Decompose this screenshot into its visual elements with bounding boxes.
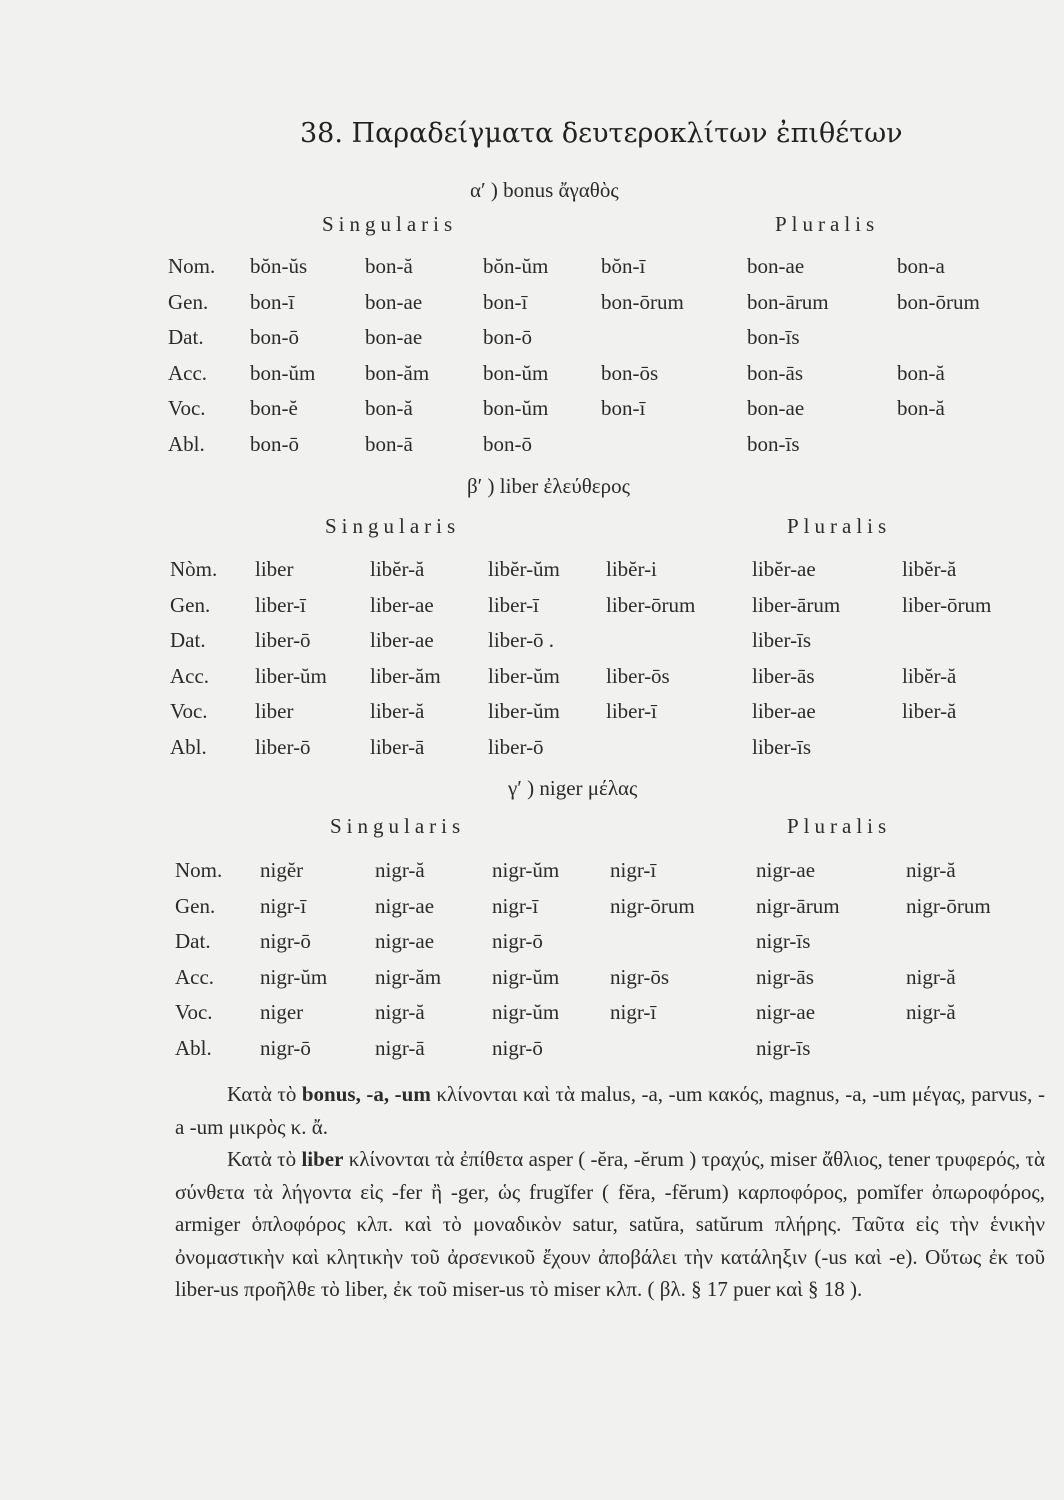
form-cell: nigr-ās	[756, 964, 814, 989]
form-cell: nigr-ī	[492, 893, 539, 918]
form-cell: bŏn-ŭs	[250, 254, 308, 279]
form-cell: nigr-ă	[375, 858, 425, 883]
form-cell: bon-ae	[365, 325, 423, 350]
section-heading-liber: β′ ) liber ἐλεύθερος	[467, 474, 630, 498]
case-label: Nom.	[168, 254, 216, 279]
case-label: Acc.	[175, 964, 215, 989]
form-cell: nigr-ŭm	[492, 858, 560, 883]
form-cell: libĕr-i	[606, 557, 657, 582]
form-cell: bon-ŭm	[250, 360, 316, 385]
form-cell: liber	[255, 699, 294, 724]
form-cell: bon-ăm	[365, 360, 430, 385]
form-cell: liber-ă	[902, 699, 957, 724]
form-cell: bon-ō	[250, 325, 299, 350]
declension-row	[168, 356, 1027, 392]
form-cell: nigr-ī	[610, 1000, 657, 1025]
form-cell: liber-ă	[370, 699, 425, 724]
form-cell: bon-īs	[747, 431, 800, 456]
form-cell: nigr-īs	[756, 1035, 811, 1060]
form-cell: nigr-ŭm	[260, 964, 328, 989]
form-cell	[610, 924, 756, 960]
form-cell: nigr-ā	[375, 1035, 425, 1060]
singular-label: Singularis	[330, 814, 466, 838]
form-cell: liber-ōrum	[902, 592, 992, 617]
form-cell: bon-ŭm	[483, 360, 549, 385]
form-cell: liber-īs	[752, 734, 812, 759]
form-cell: nigr-ă	[906, 964, 956, 989]
form-cell: nigr-ă	[906, 1000, 956, 1025]
declension-table-niger	[175, 853, 1036, 1066]
form-cell: nigr-ŭm	[492, 1000, 560, 1025]
case-label: Dat.	[168, 325, 204, 350]
form-cell: liber-ōrum	[606, 592, 696, 617]
declension-row	[175, 924, 1036, 960]
section-heading-niger: γ′ ) niger μέλας	[508, 776, 638, 800]
declension-row	[168, 285, 1027, 321]
form-cell: bon-ō	[483, 325, 532, 350]
form-cell: bon-ī	[250, 289, 295, 314]
form-cell: bon-ārum	[747, 289, 829, 314]
declension-row	[170, 623, 1032, 659]
form-cell: bon-īs	[747, 325, 800, 350]
form-cell: bon-ĕ	[250, 396, 298, 421]
form-cell: libĕr-ŭm	[488, 557, 560, 582]
case-label: Dat.	[170, 628, 206, 653]
form-cell: liber	[255, 557, 294, 582]
declension-row	[170, 730, 1032, 766]
form-cell: nigr-ō	[492, 929, 543, 954]
form-cell: bon-ō	[483, 431, 532, 456]
form-cell: liber-ae	[752, 699, 816, 724]
form-cell: nigr-ōrum	[906, 893, 991, 918]
case-label: Abl.	[168, 431, 205, 456]
plural-label: Pluralis	[787, 514, 892, 538]
form-cell: bon-ae	[747, 254, 805, 279]
form-cell: liber-ārum	[752, 592, 841, 617]
case-label: Abl.	[170, 734, 207, 759]
plural-label: Pluralis	[787, 814, 892, 838]
case-label: Voc.	[170, 699, 208, 724]
case-label: Gen.	[168, 289, 209, 314]
case-label: Gen.	[175, 893, 216, 918]
form-cell: liber-ae	[370, 628, 434, 653]
form-cell: nigr-īs	[756, 929, 811, 954]
form-cell: nigr-ō	[492, 1035, 543, 1060]
form-cell: liber-ō	[488, 734, 544, 759]
form-cell: bon-ā	[365, 431, 413, 456]
form-cell: nigr-ō	[260, 1035, 311, 1060]
form-cell: nigr-ī	[610, 858, 657, 883]
paragraph-bonus: Κατὰ τὸ bonus, -a, -um κλίνονται καὶ τὰ malus, -a, -um κακός, magnus, -a, -um μέγας, parvus, -a -um μικρὸς κ. ἄ.	[175, 1082, 1045, 1139]
form-cell: nigr-ōs	[610, 964, 670, 989]
case-label: Acc.	[170, 663, 210, 688]
form-cell	[601, 427, 747, 463]
plural-label: Pluralis	[775, 212, 880, 236]
form-cell: libĕr-ă	[902, 663, 957, 688]
form-cell	[902, 623, 1032, 659]
form-cell: liber-ŭm	[488, 699, 560, 724]
form-cell: liber-ō .	[488, 628, 555, 653]
page-title: 38. Παραδείγματα δευτεροκλίτων ἐπιθέτων	[300, 118, 903, 149]
form-cell: liber-ŭm	[488, 663, 560, 688]
declension-row	[170, 659, 1032, 695]
form-cell	[606, 623, 752, 659]
case-label: Abl.	[175, 1035, 212, 1060]
case-label: Acc.	[168, 360, 208, 385]
declension-table-liber	[170, 552, 1032, 765]
declension-row	[168, 320, 1027, 356]
declension-row	[175, 853, 1036, 889]
form-cell: nigr-ārum	[756, 893, 840, 918]
form-cell: bon-ae	[365, 289, 423, 314]
form-cell: bon-ō	[250, 431, 299, 456]
form-cell: nigĕr	[260, 858, 304, 883]
form-cell: nigr-ŭm	[492, 964, 560, 989]
form-cell: nigr-ae	[756, 858, 816, 883]
form-cell: nigr-ăm	[375, 964, 442, 989]
form-cell: libĕr-ă	[370, 557, 425, 582]
form-cell: liber-ō	[255, 734, 311, 759]
form-cell: liber-ōs	[606, 663, 670, 688]
explanatory-text	[175, 1078, 1045, 1306]
form-cell: libĕr-ă	[902, 557, 957, 582]
form-cell: nigr-ă	[906, 858, 956, 883]
form-cell: bon-ōrum	[897, 289, 980, 314]
form-cell	[897, 320, 1027, 356]
form-cell: bon-ī	[483, 289, 528, 314]
form-cell	[606, 730, 752, 766]
form-cell: bon-ă	[897, 396, 945, 421]
form-cell: liber-ī	[255, 592, 306, 617]
case-label: Voc.	[168, 396, 206, 421]
form-cell	[906, 924, 1036, 960]
form-cell: bon-ŭm	[483, 396, 549, 421]
form-cell: bon-ă	[365, 396, 413, 421]
section-heading-bonus: α′ ) bonus ἄγαθὸς	[470, 178, 619, 202]
form-cell: bon-ī	[601, 396, 646, 421]
form-cell	[601, 320, 747, 356]
singular-label: Singularis	[325, 514, 461, 538]
declension-row	[168, 391, 1027, 427]
form-cell: liber-ī	[488, 592, 539, 617]
form-cell: bon-ae	[747, 396, 805, 421]
paragraph-liber: Κατὰ τὸ liber κλίνονται τὰ ἐπίθετα asper ( -ĕra, -ĕrum ) τραχύς, miser ἄθλιος, tener τρυφερός, τὰ σύνθετα τὰ λήγοντα εἰς -fer ἢ -ger, ὡς frugĭfer ( fĕra, -fĕrum) καρποφόρος, pomĭfer ὀπωροφόρος, armiger ὁπλοφόρος κλπ. καὶ τὸ μοναδικὸν satur, satŭra, satŭrum πλήρης. Ταῦτα εἰς τὴν ἑνικὴν ὀνομαστικὴν καὶ κλητικὴν τοῦ ἀρσενικοῦ ἔχουν ἀποβάλει τὴν κατάληξιν (-us καὶ -e). Οὕτως ἐκ τοῦ liber-us προῆλθε τὸ liber, ἐκ τοῦ miser-us τὸ miser κλπ. ( βλ. § 17 puer καὶ § 18 ).	[175, 1147, 1045, 1301]
declension-row	[170, 588, 1032, 624]
declension-row	[175, 1031, 1036, 1067]
form-cell: bon-ă	[897, 360, 945, 385]
declension-row	[168, 249, 1027, 285]
form-cell: liber-ŭm	[255, 663, 327, 688]
case-label: Voc.	[175, 1000, 213, 1025]
declension-row	[175, 995, 1036, 1031]
declension-row	[170, 694, 1032, 730]
case-label: Nòm.	[170, 557, 218, 582]
form-cell: liber-ās	[752, 663, 815, 688]
singular-label: Singularis	[322, 212, 458, 236]
form-cell: liber-ī	[606, 699, 657, 724]
form-cell: liber-īs	[752, 628, 812, 653]
declension-row	[168, 427, 1027, 463]
form-cell: bon-ās	[747, 360, 803, 385]
form-cell: liber-ō	[255, 628, 311, 653]
form-cell: liber-ăm	[370, 663, 441, 688]
form-cell: liber-ae	[370, 592, 434, 617]
form-cell: liber-ā	[370, 734, 425, 759]
form-cell: bŏn-ī	[601, 254, 646, 279]
form-cell: bon-ōrum	[601, 289, 684, 314]
form-cell: nigr-ae	[375, 929, 435, 954]
form-cell	[610, 1031, 756, 1067]
form-cell	[902, 730, 1032, 766]
declension-row	[175, 960, 1036, 996]
form-cell: bŏn-ŭm	[483, 254, 549, 279]
form-cell: nigr-ă	[375, 1000, 425, 1025]
declension-table-bonus	[168, 249, 1027, 462]
declension-row	[175, 889, 1036, 925]
form-cell: nigr-ae	[375, 893, 435, 918]
form-cell: bon-ōs	[601, 360, 659, 385]
form-cell: nigr-ī	[260, 893, 307, 918]
case-label: Nom.	[175, 858, 223, 883]
form-cell	[906, 1031, 1036, 1067]
form-cell: nigr-ōrum	[610, 893, 695, 918]
form-cell: nigr-ae	[756, 1000, 816, 1025]
form-cell: bon-a	[897, 254, 945, 279]
form-cell: libĕr-ae	[752, 557, 816, 582]
declension-row	[170, 552, 1032, 588]
form-cell: bon-ă	[365, 254, 413, 279]
case-label: Gen.	[170, 592, 211, 617]
form-cell	[897, 427, 1027, 463]
case-label: Dat.	[175, 929, 211, 954]
form-cell: nigr-ō	[260, 929, 311, 954]
form-cell: niger	[260, 1000, 304, 1025]
